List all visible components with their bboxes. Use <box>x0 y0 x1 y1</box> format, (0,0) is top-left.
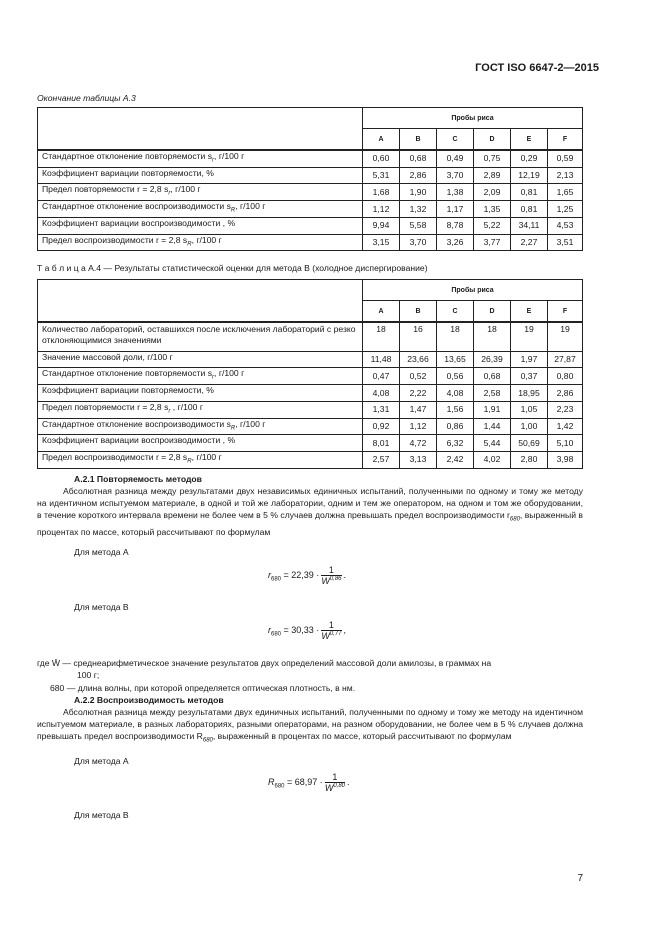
table-cell: 0,49 <box>437 150 474 167</box>
table-row <box>38 351 583 368</box>
table-cell: 12,19 <box>511 167 548 184</box>
table-row <box>38 150 583 167</box>
table-cell: 3,98 <box>548 452 583 469</box>
table-cell: 1,91 <box>474 401 511 418</box>
table-cell: 1,42 <box>548 418 583 435</box>
table-cell: 0,37 <box>511 368 548 385</box>
table-cell: 18 <box>363 322 400 351</box>
column-header: E <box>511 129 548 151</box>
row-header-blank <box>38 280 363 323</box>
table-cell: 2,13 <box>548 167 583 184</box>
table-cell: 19 <box>548 322 583 351</box>
table-cell: 1,25 <box>548 201 583 218</box>
row-label: Стандартное отклонение воспроизводимости $s_R$, г/100 г <box>38 201 363 218</box>
table-cell: 1,65 <box>548 184 583 201</box>
table-cell: 1,97 <box>511 351 548 368</box>
row-label: Предел повторяемости r = 2,8 $s_r$, г/100 г <box>38 184 363 201</box>
section-a21-title: А.2.1 Повторяемость методов <box>74 474 202 484</box>
column-header: E <box>511 301 548 323</box>
formula-r-method-b: $r_{680} = 30,33$ · $\frac{1}{\overline{W}^{0,77}}$ , <box>268 620 347 641</box>
group-header: Пробы риса <box>363 280 583 301</box>
table-cell: 13,65 <box>437 351 474 368</box>
table-a3-caption: Окончание таблицы А.3 <box>37 93 136 103</box>
table-cell: 0,52 <box>400 368 437 385</box>
table-cell: 0,68 <box>474 368 511 385</box>
table-cell: 8,78 <box>437 217 474 234</box>
table-cell: 1,35 <box>474 201 511 218</box>
method-a-label: Для метода А <box>74 547 129 557</box>
table-cell: 0,86 <box>437 418 474 435</box>
table-row <box>38 167 583 184</box>
table-cell: 2,80 <box>511 452 548 469</box>
formula-R-method-a: $R_{680} = 68,97$ · $\frac{1}{\overline{W}^{0,80}}$ . <box>268 772 350 793</box>
table-cell: 1,44 <box>474 418 511 435</box>
table-cell: 0,68 <box>400 150 437 167</box>
method-b-label: Для метода В <box>74 602 129 612</box>
table-cell: 0,81 <box>511 201 548 218</box>
row-label: Значение массовой доли, г/100 г <box>38 351 363 368</box>
table-cell: 2,22 <box>400 385 437 402</box>
table-cell: 5,10 <box>548 435 583 452</box>
table-cell: 27,87 <box>548 351 583 368</box>
column-header: D <box>474 301 511 323</box>
table-cell: 0,60 <box>363 150 400 167</box>
table-a4 <box>37 279 583 469</box>
page-number: 7 <box>577 873 583 884</box>
table-cell: 1,17 <box>437 201 474 218</box>
group-header: Пробы риса <box>363 108 583 129</box>
row-label: Предел воспроизводимости r = 2,8 $s_R$, г/100 г <box>38 452 363 469</box>
table-cell: 0,75 <box>474 150 511 167</box>
table-cell: 4,08 <box>363 385 400 402</box>
table-cell: 34,11 <box>511 217 548 234</box>
row-label: Коэффициент вариации воспроизводимости , % <box>38 217 363 234</box>
table-row <box>38 184 583 201</box>
table-cell: 0,56 <box>437 368 474 385</box>
table-cell: 3,15 <box>363 234 400 251</box>
where-680: 680 — длина волны, при которой определяется оптическая плотность, в нм. <box>50 683 356 693</box>
table-cell: 2,23 <box>548 401 583 418</box>
row-header-blank <box>38 108 363 151</box>
table-cell: 3,70 <box>437 167 474 184</box>
row-label: Коэффициент вариации повторяемости, % <box>38 385 363 402</box>
table-cell: 5,22 <box>474 217 511 234</box>
table-cell: 2,58 <box>474 385 511 402</box>
table-cell: 5,31 <box>363 167 400 184</box>
row-label: Коэффициент вариации повторяемости, % <box>38 167 363 184</box>
table-cell: 3,26 <box>437 234 474 251</box>
table-cell: 2,86 <box>548 385 583 402</box>
formula-r-method-a: $r_{680} = 22,39$ · $\frac{1}{\overline{W}^{0,86}}$ . <box>268 565 347 586</box>
table-a3 <box>37 107 583 251</box>
row-label: Количество лабораторий, оставшихся после исключения лабораторий с резко отклоняющимися значениями <box>38 322 363 351</box>
table-cell: 3,77 <box>474 234 511 251</box>
table-cell: 9,94 <box>363 217 400 234</box>
table-cell: 0,59 <box>548 150 583 167</box>
table-cell: 50,69 <box>511 435 548 452</box>
table-cell: 1,00 <box>511 418 548 435</box>
table-cell: 2,42 <box>437 452 474 469</box>
table-cell: 1,12 <box>400 418 437 435</box>
table-cell: 4,02 <box>474 452 511 469</box>
table-cell: 0,29 <box>511 150 548 167</box>
table-row <box>38 435 583 452</box>
standard-header: ГОСТ ISO 6647-2—2015 <box>475 62 599 74</box>
table-cell: 2,57 <box>363 452 400 469</box>
table-cell: 0,81 <box>511 184 548 201</box>
column-header: F <box>548 129 583 151</box>
table-cell: 1,31 <box>363 401 400 418</box>
table-cell: 4,08 <box>437 385 474 402</box>
table-cell: 1,32 <box>400 201 437 218</box>
table-cell: 1,68 <box>363 184 400 201</box>
section-a22-title: А.2.2 Воспроизводимость методов <box>74 695 224 705</box>
method-b-label-2: Для метода В <box>74 810 129 820</box>
table-cell: 26,39 <box>474 351 511 368</box>
row-label: Стандартное отклонение повторяемости $s_r$, г/100 г <box>38 150 363 167</box>
table-row <box>38 217 583 234</box>
table-row <box>38 234 583 251</box>
table-row <box>38 401 583 418</box>
table-cell: 18 <box>474 322 511 351</box>
table-cell: 18 <box>437 322 474 351</box>
table-cell: 11,48 <box>363 351 400 368</box>
table-cell: 4,53 <box>548 217 583 234</box>
table-cell: 5,58 <box>400 217 437 234</box>
table-row <box>38 418 583 435</box>
table-cell: 3,13 <box>400 452 437 469</box>
table-cell: 23,66 <box>400 351 437 368</box>
column-header: D <box>474 129 511 151</box>
table-cell: 16 <box>400 322 437 351</box>
section-a22-text: Абсолютная разница между результатами двух единичных испытаний, полученными по одному и тому же методу на идентичном испытуемом материале, в разных лабораториях, разными операторами, на разном оборудовании, не более чем в 5 % случаев должна превышать предел воспроизводимости $R_{680}$, выраженный в процентах по массе, который рассчитывают по формулам <box>37 707 583 745</box>
table-cell: 2,27 <box>511 234 548 251</box>
table-row <box>38 322 583 351</box>
table-row <box>38 201 583 218</box>
table-cell: 8,01 <box>363 435 400 452</box>
table-row <box>38 452 583 469</box>
table-cell: 5,44 <box>474 435 511 452</box>
column-header: C <box>437 129 474 151</box>
table-cell: 0,80 <box>548 368 583 385</box>
where-w: где W̄ — среднеарифметическое значение результатов двух определений массовой доли амилозы, в граммах на <box>37 658 492 668</box>
table-cell: 1,05 <box>511 401 548 418</box>
table-cell: 4,72 <box>400 435 437 452</box>
where-w-cont: 100 г; <box>77 670 100 680</box>
column-header: F <box>548 301 583 323</box>
table-cell: 1,56 <box>437 401 474 418</box>
table-cell: 3,70 <box>400 234 437 251</box>
table-cell: 3,51 <box>548 234 583 251</box>
table-cell: 19 <box>511 322 548 351</box>
column-header: A <box>363 301 400 323</box>
method-a-label-2: Для метода А <box>74 756 129 766</box>
table-cell: 1,90 <box>400 184 437 201</box>
row-label: Стандартное отклонение повторяемости $s_r$, г/100 г <box>38 368 363 385</box>
column-header: A <box>363 129 400 151</box>
column-header: C <box>437 301 474 323</box>
table-cell: 1,12 <box>363 201 400 218</box>
table-cell: 2,86 <box>400 167 437 184</box>
table-cell: 0,92 <box>363 418 400 435</box>
table-cell: 1,47 <box>400 401 437 418</box>
column-header: B <box>400 301 437 323</box>
table-cell: 6,32 <box>437 435 474 452</box>
column-header: B <box>400 129 437 151</box>
row-label: Предел повторяемости r = 2,8 $s_r$ , г/100 г <box>38 401 363 418</box>
table-row <box>38 368 583 385</box>
row-label: Предел воспроизводимости r = 2,8 $s_R$, г/100 г <box>38 234 363 251</box>
section-a21-text: Абсолютная разница между результатами двух независимых единичных испытаний, полученными по одному и тому же методу на идентичном испытуемом материале, в одной и той же лаборатории, одним и тем же оператором, на одном и том же оборудовании, в течение короткого интервала времени не более чем в 5 % случаев должна превышать предел воспроизводимости $r_{680}$, выраженный в процентах по массе, который рассчитывают по формулам <box>37 486 583 538</box>
table-cell: 1,38 <box>437 184 474 201</box>
table-cell: 2,89 <box>474 167 511 184</box>
row-label: Стандартное отклонение воспроизводимости $s_R$, г/100 г <box>38 418 363 435</box>
table-a4-caption: Т а б л и ц а А.4 — Результаты статистической оценки для метода В (холодное диспергирование) <box>37 263 428 273</box>
table-cell: 18,95 <box>511 385 548 402</box>
table-row <box>38 385 583 402</box>
table-cell: 2,09 <box>474 184 511 201</box>
row-label: Коэффициент вариации воспроизводимости , % <box>38 435 363 452</box>
table-cell: 0,47 <box>363 368 400 385</box>
